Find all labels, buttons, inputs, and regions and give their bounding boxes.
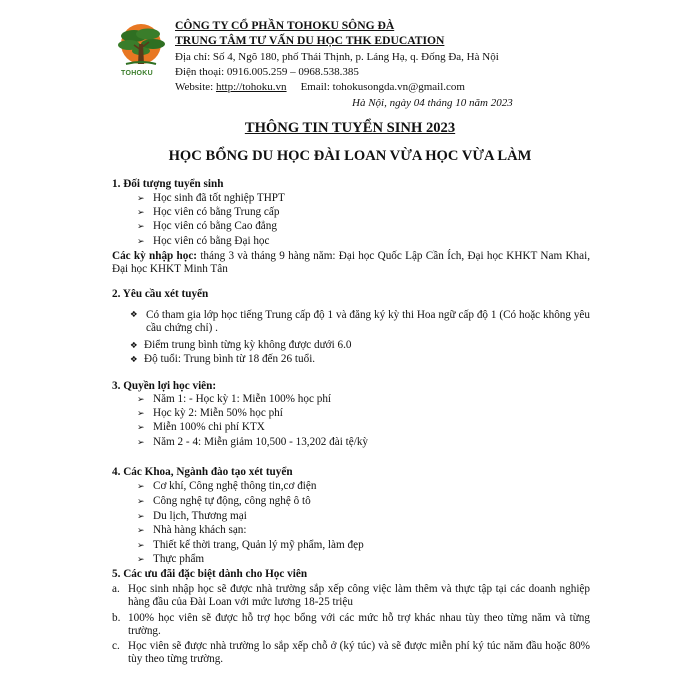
center-name: TRUNG TÂM TƯ VẤN DU HỌC THK EDUCATION: [175, 34, 445, 47]
phone: Điện thoại: 0916.005.259 – 0968.538.385: [175, 66, 359, 78]
list-item: ❖ Độ tuổi: Trung bình từ 18 đến 26 tuổi.: [130, 353, 315, 367]
list-item: ➢ Cơ khí, Công nghệ thông tin,cơ điện: [137, 480, 316, 494]
page-title: THÔNG TIN TUYỂN SINH 2023: [244, 120, 456, 136]
arrow-bullet-icon: ➢: [137, 512, 145, 522]
list-item: ➢ Năm 2 - 4: Miễn giảm 10,500 - 13,202 đài tệ/kỳ: [137, 436, 368, 450]
logo-text: TOHOKU: [121, 70, 154, 77]
section-heading-1: 1. Đối tượng tuyển sinh: [112, 178, 224, 190]
arrow-bullet-icon: ➢: [137, 194, 145, 204]
list-item: ➢ Học viên có bằng Cao đẳng: [137, 220, 277, 234]
arrow-bullet-icon: ➢: [137, 395, 145, 405]
list-item: c. Học viên sẽ được nhà trường lo sắp xếp chỗ ở (ký túc) và sẽ được miễn phí ký túc năm đầu hoặc 80% tùy theo từng trường.: [112, 640, 590, 666]
page-subtitle: HỌC BỔNG DU HỌC ĐÀI LOAN VỪA HỌC VỪA LÀM: [168, 148, 532, 164]
address: Địa chỉ: Số 4, Ngõ 180, phố Thái Thịnh, p. Láng Hạ, q. Đống Đa, Hà Nội: [175, 51, 499, 63]
list-item: ➢ Học viên có bằng Trung cấp: [137, 206, 279, 220]
arrow-bullet-icon: ➢: [137, 555, 145, 565]
list-item: ➢ Học kỳ 2: Miễn 50% học phí: [137, 407, 283, 421]
website-link[interactable]: http://tohoku.vn: [215, 81, 287, 93]
list-item: ➢ Miễn 100% chi phí KTX: [137, 421, 265, 435]
email-label: Email:: [300, 81, 333, 93]
section-heading-2: 2. Yêu cầu xét tuyển: [112, 288, 209, 300]
list-item: ➢ Nhà hàng khách sạn:: [137, 524, 247, 538]
diamond-bullet-icon: ❖: [130, 341, 138, 351]
arrow-bullet-icon: ➢: [137, 438, 145, 448]
arrow-bullet-icon: ➢: [137, 237, 145, 247]
website-label: Website:: [175, 81, 216, 93]
arrow-bullet-icon: ➢: [137, 423, 145, 433]
arrow-bullet-icon: ➢: [137, 208, 145, 218]
arrow-bullet-icon: ➢: [137, 222, 145, 232]
intake-paragraph: [112, 250, 590, 276]
list-item: ❖ Có tham gia lớp học tiếng Trung cấp độ 1 và đăng ký kỳ thi Hoa ngữ cấp độ 1 (Có hoặc không yêu cầu chứng chỉ) .: [130, 309, 590, 335]
intake-text: tháng 3 và tháng 9 hàng năm: Đại học Quốc Lập Cần Ích, Đại học KHKT Nam Khai, Đại học KHKT Minh Tân: [112, 250, 590, 276]
diamond-bullet-icon: ❖: [130, 355, 138, 365]
contact-line: [175, 81, 465, 94]
list-item: b. 100% học viên sẽ được hỗ trợ học bổng với các mức hỗ trợ khác nhau tùy theo từng năm và từng trường.: [112, 612, 590, 638]
list-item: ➢ Thiết kế thời trang, Quản lý mỹ phẩm, làm đẹp: [137, 539, 364, 553]
section-heading-3: 3. Quyền lợi học viên:: [112, 380, 217, 392]
company-name: CÔNG TY CỔ PHẦN TOHOKU SÔNG ĐÀ: [175, 19, 395, 32]
diamond-bullet-icon: ❖: [130, 310, 138, 320]
section-heading-5: 5. Các ưu đãi đặc biệt dành cho Học viên: [112, 568, 308, 580]
intake-label: Các kỳ nhập học:: [112, 250, 198, 262]
list-item: a. Học sinh nhập học sẽ được nhà trường sắp xếp công việc làm thêm và thực tập tại các doanh nghiệp hàng đầu của Đài Loan với mức lương 18-25 triệu: [112, 583, 590, 609]
arrow-bullet-icon: ➢: [137, 526, 145, 536]
list-item: ➢ Thực phẩm: [137, 553, 204, 567]
arrow-bullet-icon: ➢: [137, 541, 145, 551]
list-item: ➢ Học sinh đã tốt nghiệp THPT: [137, 192, 285, 206]
arrow-bullet-icon: ➢: [137, 409, 145, 419]
list-item: ➢ Học viên có bằng Đại học: [137, 235, 270, 249]
list-item: ➢ Du lịch, Thương mại: [137, 510, 247, 524]
section-heading-4: 4. Các Khoa, Ngành đào tạo xét tuyển: [112, 466, 293, 478]
document-date: Hà Nội, ngày 04 tháng 10 năm 2023: [352, 97, 513, 109]
arrow-bullet-icon: ➢: [137, 497, 145, 507]
list-item: ❖ Điểm trung bình từng kỳ không được dưới 6.0: [130, 339, 351, 353]
list-item: ➢ Công nghệ tự động, công nghệ ô tô: [137, 495, 311, 509]
email-address[interactable]: tohokusongda.vn@gmail.com: [332, 81, 465, 93]
list-item: ➢ Năm 1: - Học kỳ 1: Miễn 100% học phí: [137, 393, 331, 407]
arrow-bullet-icon: ➢: [137, 482, 145, 492]
